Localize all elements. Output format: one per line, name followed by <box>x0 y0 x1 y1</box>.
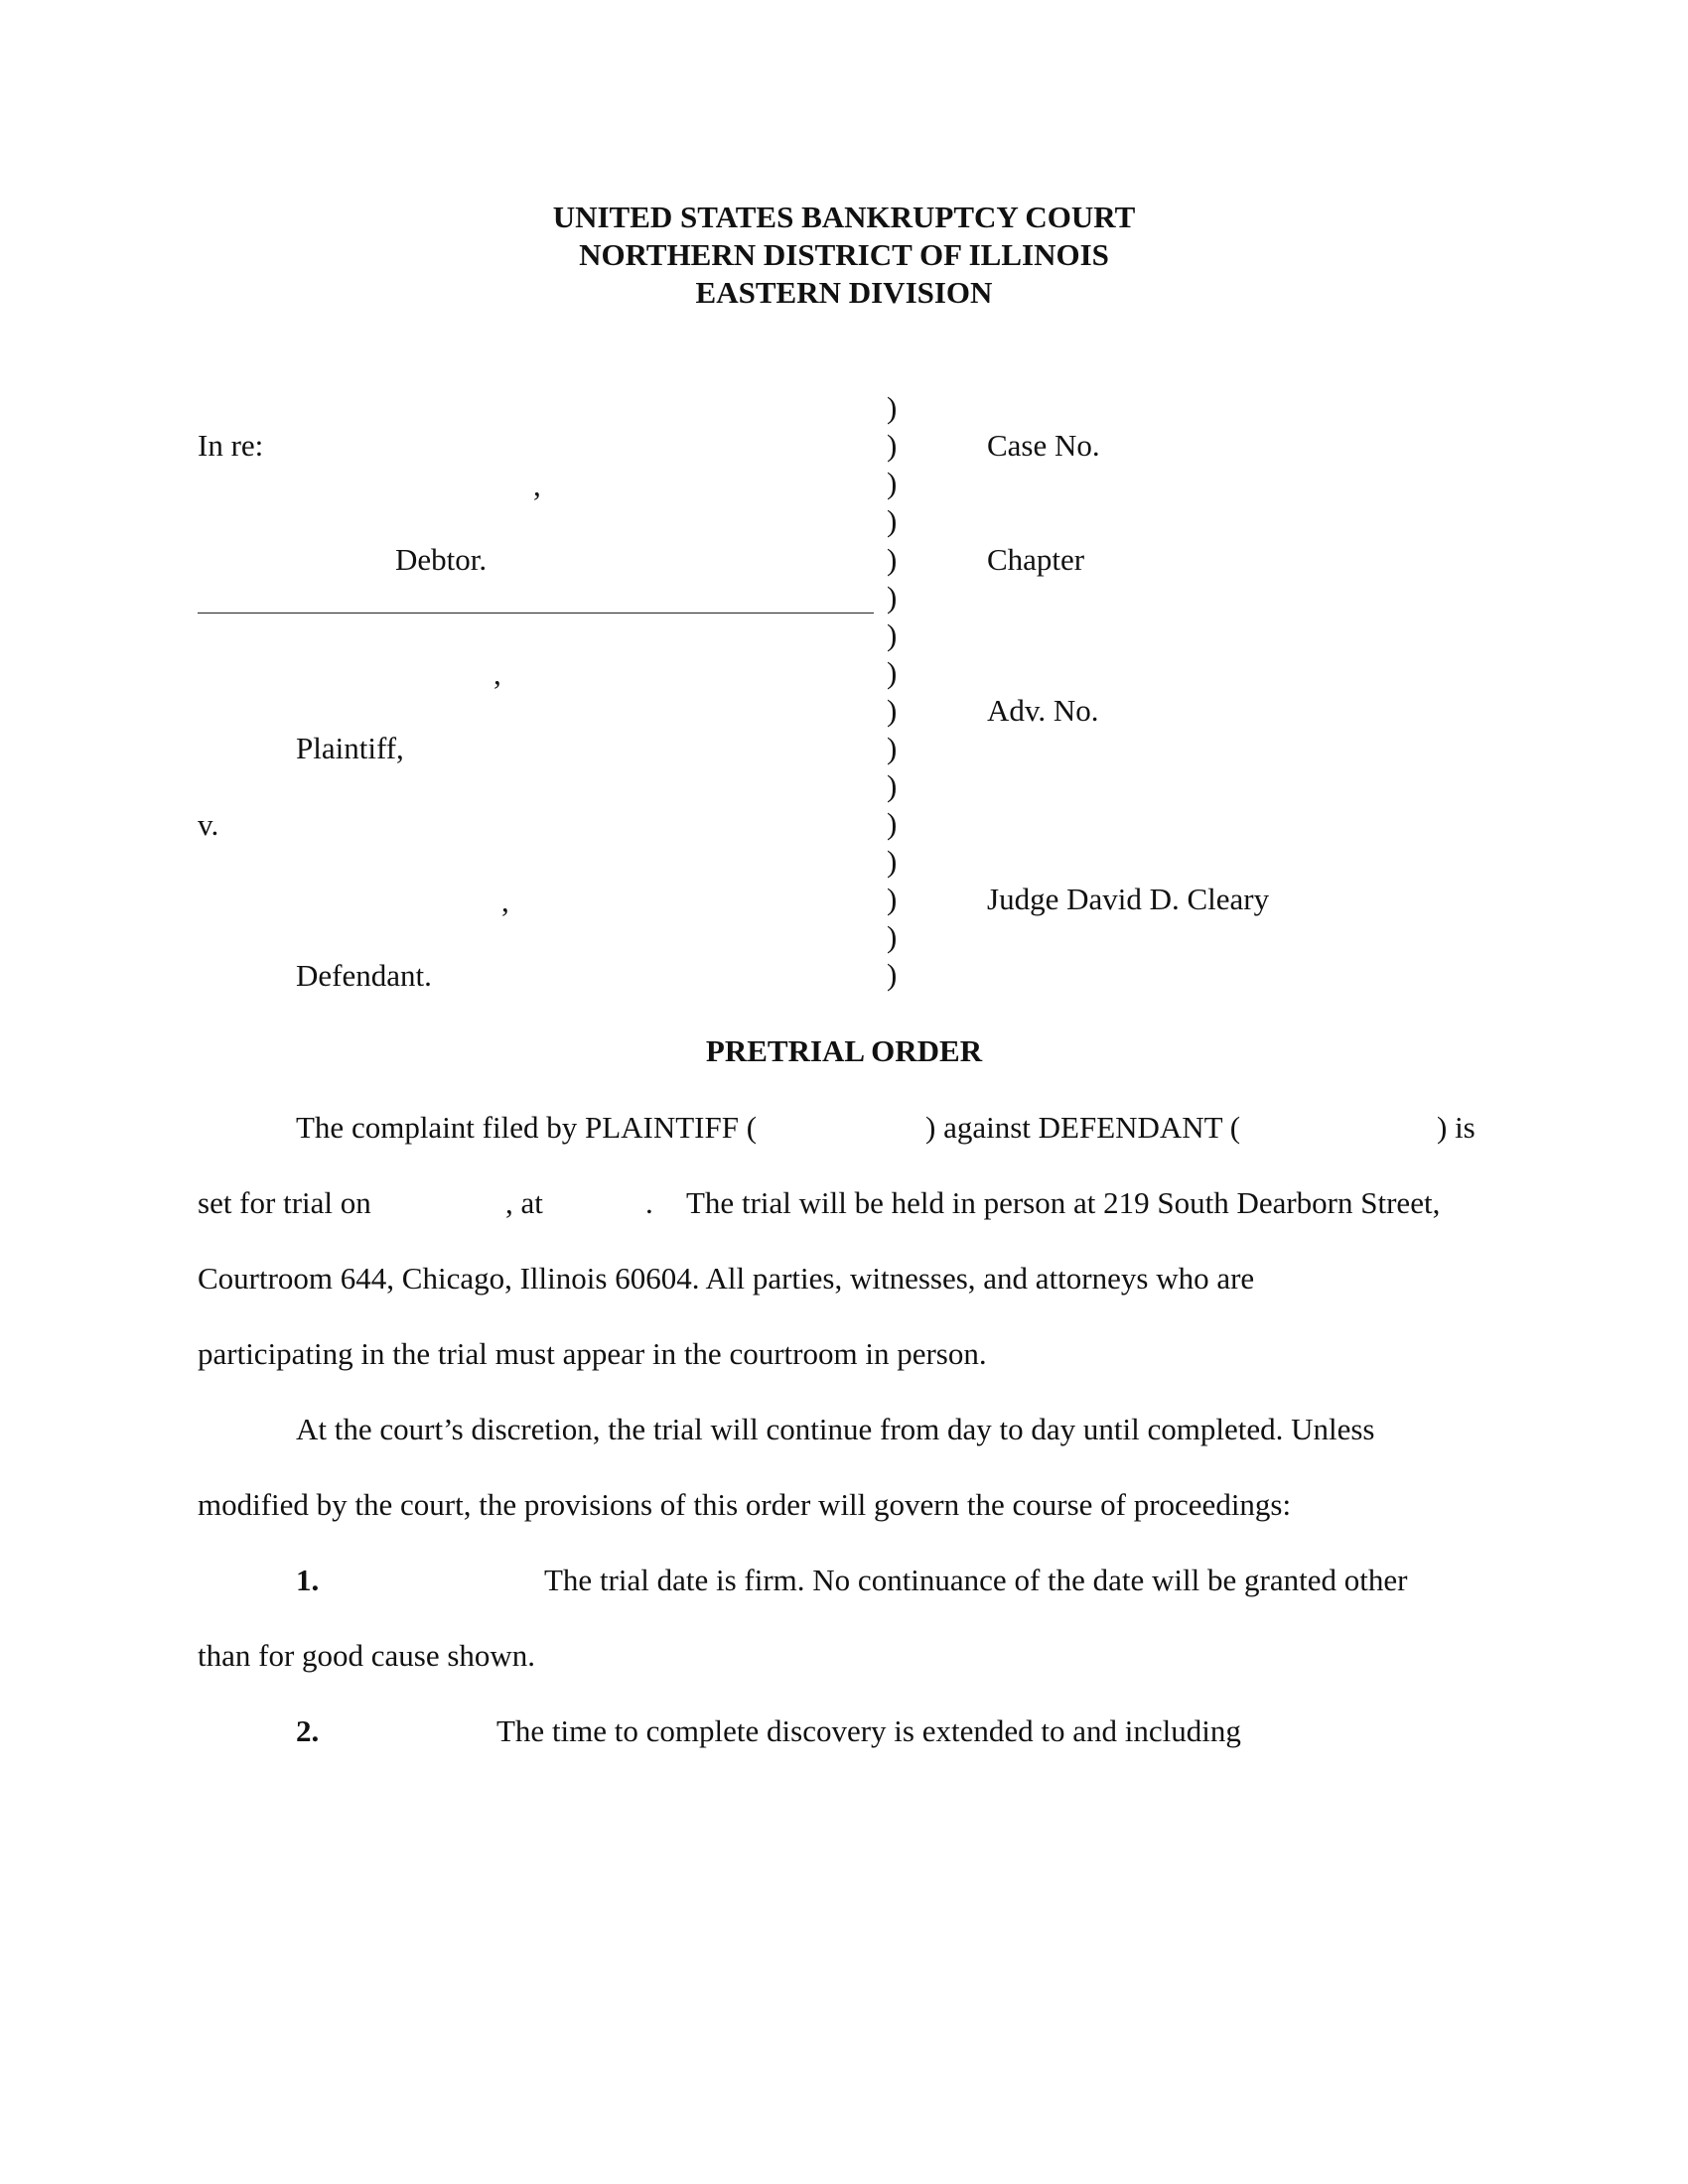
caption-divider <box>198 613 874 614</box>
plaintiff-name-comma: , <box>493 656 501 691</box>
para2-line1: At the court’s discretion, the trial will continue from day to day until completed. Unless <box>296 1412 1375 1446</box>
item1-line2: than for good cause shown. <box>198 1638 536 1673</box>
caption-paren: ) <box>887 919 898 954</box>
court-division: EASTERN DIVISION <box>695 275 993 310</box>
defendant-label: Defendant. <box>296 958 432 993</box>
defendant-name-comma: , <box>501 884 509 918</box>
caption-paren: ) <box>887 390 898 425</box>
caption-paren: ) <box>887 428 898 463</box>
para1-line2-c: . <box>645 1185 653 1220</box>
case-number-label: Case No. <box>987 428 1100 463</box>
court-name: UNITED STATES BANKRUPTCY COURT <box>552 200 1136 234</box>
caption-paren: ) <box>887 957 898 992</box>
caption-paren: ) <box>887 693 898 728</box>
para1-line1-a: The complaint filed by PLAINTIFF ( <box>296 1110 758 1145</box>
caption-paren: ) <box>887 580 898 614</box>
para1-line1-c: ) is <box>1437 1110 1476 1145</box>
chapter-label: Chapter <box>987 542 1085 577</box>
para1-line2-d: The trial will be held in person at 219 South Dearborn Street, <box>686 1185 1441 1220</box>
caption-paren: ) <box>887 882 898 916</box>
debtor-label: Debtor. <box>395 542 488 577</box>
para1-line1-b: ) against DEFENDANT ( <box>925 1110 1241 1145</box>
caption-paren: ) <box>887 503 898 538</box>
caption-paren: ) <box>887 806 898 841</box>
para1-line2-b: , at <box>505 1185 543 1220</box>
versus-label: v. <box>198 807 219 842</box>
judge-name: Judge David D. Cleary <box>987 882 1270 916</box>
para1-line4: participating in the trial must appear in the courtroom in person. <box>198 1336 987 1371</box>
court-district: NORTHERN DISTRICT OF ILLINOIS <box>579 237 1109 272</box>
item2-number: 2. <box>296 1713 320 1748</box>
item1-number: 1. <box>296 1563 320 1597</box>
caption-paren: ) <box>887 768 898 803</box>
caption-paren: ) <box>887 542 898 577</box>
para2-line2: modified by the court, the provisions of this order will govern the course of proceedings: <box>198 1487 1292 1522</box>
caption-paren: ) <box>887 617 898 652</box>
caption-paren: ) <box>887 655 898 690</box>
adversary-number-label: Adv. No. <box>987 693 1099 728</box>
caption-paren: ) <box>887 466 898 500</box>
in-re-label: In re: <box>198 428 264 463</box>
caption-paren: ) <box>887 731 898 765</box>
item2-line1: The time to complete discovery is extended to and including <box>496 1713 1241 1748</box>
para1-line3: Courtroom 644, Chicago, Illinois 60604. All parties, witnesses, and attorneys who are <box>198 1261 1255 1296</box>
item1-line1: The trial date is firm. No continuance of the date will be granted other <box>544 1563 1408 1597</box>
caption-paren: ) <box>887 844 898 879</box>
debtor-name-comma: , <box>533 468 541 502</box>
plaintiff-label: Plaintiff, <box>296 731 404 765</box>
document-title: PRETRIAL ORDER <box>705 1033 983 1068</box>
para1-line2-a: set for trial on <box>198 1185 371 1220</box>
